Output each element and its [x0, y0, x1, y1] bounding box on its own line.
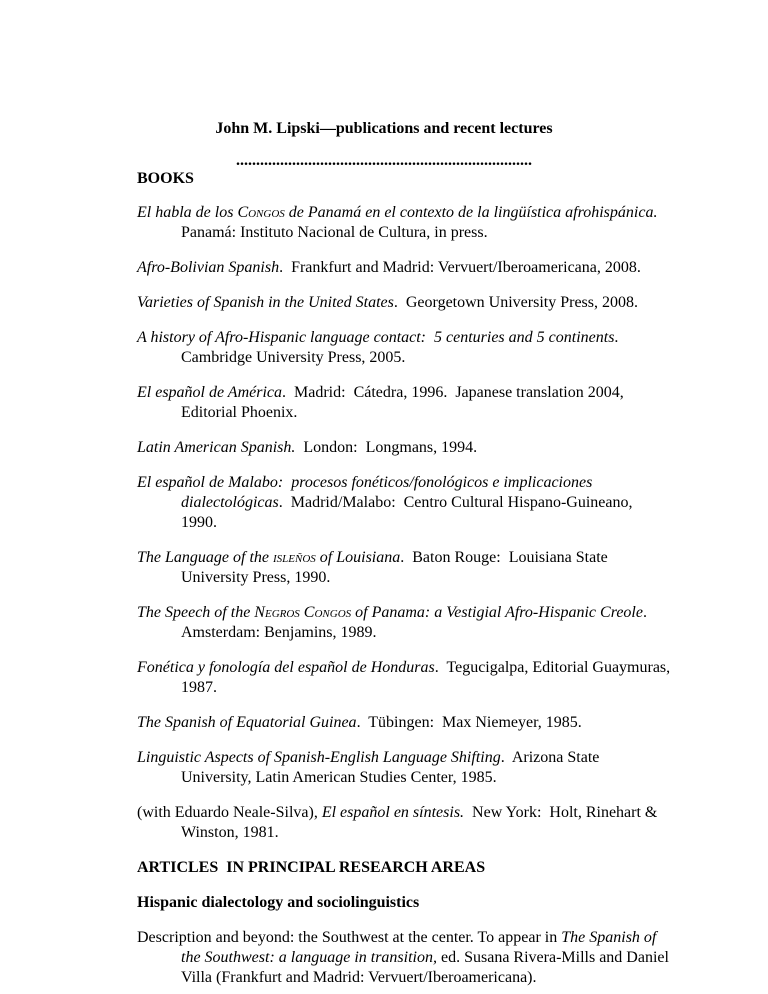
- article-details: ed. Susana Rivera-Mills and Daniel Villa (Frankfurt and Madrid: Vervuert/Iberoamericana).: [181, 949, 673, 986]
- book-publisher: . Tübingen: Max Niemeyer, 1985.: [356, 714, 582, 731]
- book-publisher: . Tegucigalpa, Editorial Guaymuras, 1987.: [181, 659, 675, 696]
- book-title: El habla de los: [137, 204, 238, 221]
- document-page: [137, 119, 675, 988]
- book-publisher: . Georgetown University Press, 2008.: [393, 294, 638, 311]
- document-title: John M. Lipski—publications and recent lectures: [215, 120, 553, 137]
- section-heading-books: BOOKS: [137, 170, 194, 187]
- book-title: El español en síntesis.: [321, 804, 465, 821]
- book-entry: [137, 548, 672, 588]
- book-title: Latin American Spanish.: [137, 439, 296, 456]
- book-title: The Speech of the: [137, 604, 255, 621]
- book-title: Fonética y fonología del español de Honduras: [137, 659, 435, 676]
- book-entry: [137, 293, 672, 313]
- book-entry: [137, 258, 672, 278]
- book-entry: [137, 383, 672, 423]
- book-publisher: New York: Holt, Rinehart & Winston, 1981.: [181, 804, 662, 841]
- book-publisher: . Arizona State University, Latin American Studies Center, 1985.: [181, 749, 604, 786]
- book-title: Linguistic Aspects of Spanish-English Language Shifting: [137, 749, 501, 766]
- book-title: de Panamá en el contexto de la lingüística afrohispánica.: [284, 204, 658, 221]
- book-entry: [137, 203, 672, 243]
- subsection-heading: Hispanic dialectology and sociolinguistics: [137, 894, 420, 911]
- book-title: of Louisiana: [315, 549, 401, 566]
- book-entry: [137, 438, 672, 458]
- book-entry: [137, 473, 672, 533]
- book-title: The Language of the: [137, 549, 273, 566]
- book-title-smallcaps: Congos: [237, 204, 285, 221]
- book-publisher: . Madrid: Cátedra, 1996. Japanese translation 2004, Editorial Phoenix.: [181, 384, 628, 421]
- book-entry: [137, 603, 672, 643]
- book-title-smallcaps: Negros Congos: [254, 604, 352, 621]
- book-entry: [137, 803, 672, 843]
- book-entry: [137, 748, 672, 788]
- book-publisher: London: Longmans, 1994.: [295, 439, 478, 456]
- book-entry: [137, 658, 675, 698]
- book-publisher: Panamá: Instituto Nacional de Cultura, in press.: [181, 204, 662, 241]
- book-title: of Panama: a Vestigial Afro-Hispanic Creole: [351, 604, 643, 621]
- book-title: Afro-Bolivian Spanish: [137, 259, 280, 276]
- article-entry: [137, 928, 672, 988]
- dotted-divider: ..........................................................................: [236, 152, 532, 169]
- book-title: El español de América: [137, 384, 283, 401]
- section-heading-articles: ARTICLES IN PRINCIPAL RESEARCH AREAS: [137, 859, 486, 876]
- book-publisher: . Frankfurt and Madrid: Vervuert/Iberoamericana, 2008.: [279, 259, 641, 276]
- book-title: El español de Malabo: procesos fonéticos/fonológicos e implicaciones dialectológicas: [137, 474, 597, 511]
- article-title: Description and beyond: the Southwest at the center. To appear in: [137, 929, 562, 946]
- book-title: The Spanish of Equatorial Guinea: [137, 714, 357, 731]
- article-volume-title: The Spanish of the Southwest: a language in transition,: [181, 929, 661, 966]
- book-coauthor: (with Eduardo Neale-Silva),: [137, 804, 322, 821]
- book-title-smallcaps: isleños: [273, 549, 316, 566]
- book-title: Varieties of Spanish in the United States: [137, 294, 394, 311]
- book-publisher: . Cambridge University Press, 2005.: [181, 329, 627, 366]
- book-publisher: . Madrid/Malabo: Centro Cultural Hispano-Guineano, 1990.: [181, 494, 637, 531]
- book-publisher: . Amsterdam: Benjamins, 1989.: [181, 604, 655, 641]
- book-entry: [137, 713, 672, 733]
- book-entry: [137, 328, 672, 368]
- book-publisher: . Baton Rouge: Louisiana State University Press, 1990.: [181, 549, 612, 586]
- book-title: A history of Afro-Hispanic language contact: 5 centuries and 5 continents: [137, 329, 615, 346]
